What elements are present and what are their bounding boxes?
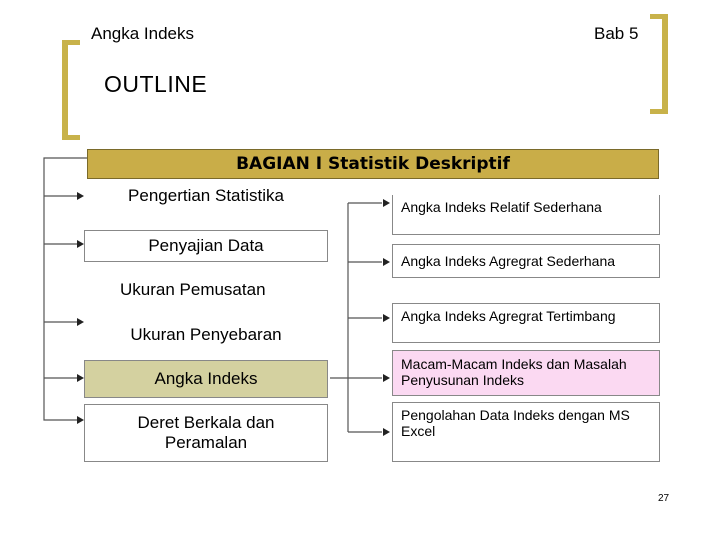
right-item-relatif: Angka Indeks Relatif Sederhana xyxy=(392,195,660,235)
right-item-tertimbang: Angka Indeks Agregrat Tertimbang xyxy=(392,303,660,343)
left-item-deret-berkala: Deret Berkala dan Peramalan xyxy=(84,404,328,462)
right-item-macam-indeks: Macam-Macam Indeks dan Masalah Penyusunan Indeks xyxy=(392,350,660,396)
right-item-ms-excel: Pengolahan Data Indeks dengan MS Excel xyxy=(392,402,660,462)
left-item-pemusatan: Ukuran Pemusatan xyxy=(86,277,326,303)
right-item-agregrat: Angka Indeks Agregrat Sederhana xyxy=(392,244,660,278)
left-item-pengertian: Pengertian Statistika xyxy=(84,186,328,220)
page-title: OUTLINE xyxy=(104,71,208,97)
left-item-angka-indeks: Angka Indeks xyxy=(84,360,328,398)
section-banner: BAGIAN I Statistik Deskriptif xyxy=(87,149,659,179)
header-right: Bab 5 xyxy=(594,24,639,43)
left-item-penyajian: Penyajian Data xyxy=(84,230,328,262)
page-number: 27 xyxy=(658,493,670,504)
left-item-penyebaran: Ukuran Penyebaran xyxy=(84,305,328,351)
header-left: Angka Indeks xyxy=(91,24,195,43)
